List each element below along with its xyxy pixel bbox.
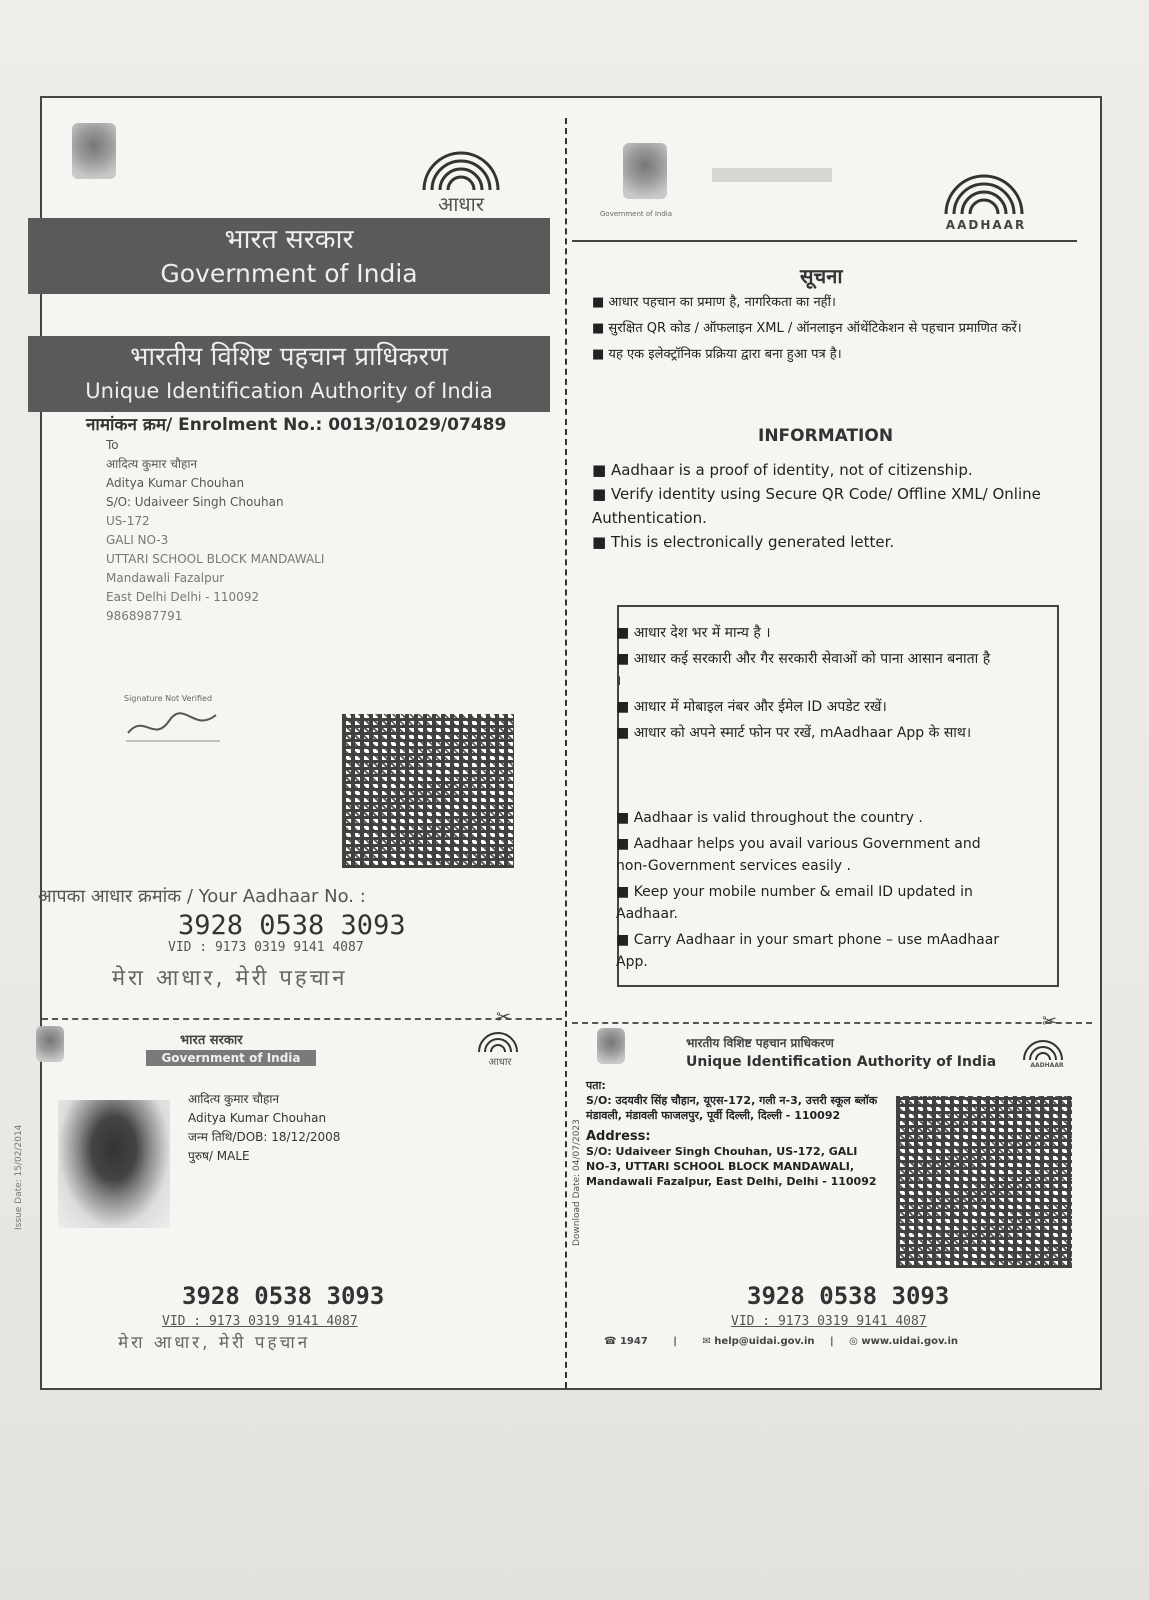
footer-web: www.uidai.gov.in bbox=[861, 1336, 959, 1347]
card-logo-text: आधार bbox=[488, 1057, 512, 1068]
address-hindi: S/O: उदयवीर सिंह चौहान, यूएस-172, गली न-3, उत्तरी स्कूल ब्लॉक मंडावली, मंडावली फाजलपुर, पूर्वी दिल्ली, दिल्ली - 110092 bbox=[586, 1094, 878, 1122]
aadhaar-logo-text: AADHAAR bbox=[945, 218, 1027, 232]
info-item: ■ Aadhaar is a proof of identity, not of citizenship. bbox=[592, 461, 973, 479]
box-item: ■ Keep your mobile number & email ID updated in Aadhaar. bbox=[616, 884, 973, 922]
address-label-hindi: पता: bbox=[586, 1079, 606, 1092]
address-line: Aditya Kumar Chouhan bbox=[106, 476, 245, 490]
card-authority-hindi: भारतीय विशिष्ट पहचान प्राधिकरण bbox=[686, 1036, 834, 1050]
national-emblem-icon bbox=[597, 1028, 625, 1064]
address-line: East Delhi Delhi - 110092 bbox=[106, 590, 260, 604]
address-line: GALI NO-3 bbox=[106, 533, 169, 547]
email-icon: ✉ bbox=[702, 1336, 711, 1347]
national-emblem-icon bbox=[623, 143, 667, 199]
notice-hindi-list bbox=[592, 292, 1032, 366]
address-line: S/O: Udaiveer Singh Chouhan bbox=[106, 495, 284, 509]
vid-number: VID : 9173 0319 9141 4087 bbox=[168, 940, 364, 955]
cut-line bbox=[42, 1018, 562, 1020]
enrolment-value: 0013/01029/07489 bbox=[328, 415, 507, 435]
download-date-vertical: Download Date: 04/07/2023 bbox=[572, 1119, 582, 1246]
info-item: ■ This is electronically generated letter. bbox=[592, 533, 895, 551]
box-item: ■ Carry Aadhaar in your smart phone – use mAadhaar App. bbox=[616, 932, 1000, 970]
information-list bbox=[592, 458, 1072, 554]
card-aadhaar-logo bbox=[475, 1032, 525, 1068]
profile-photo bbox=[58, 1100, 170, 1228]
enrolment-label: नामांकन क्रम/ Enrolment No.: bbox=[86, 415, 323, 435]
qr-code bbox=[896, 1096, 1072, 1268]
box-item: ■ आधार में मोबाइल नंबर और ईमेल ID अपडेट रखें। bbox=[616, 699, 887, 715]
scissors-icon: ✂ bbox=[496, 1007, 512, 1028]
address-line: Mandawali Fazalpur bbox=[106, 571, 225, 585]
card-vid: VID : 9173 0319 9141 4087 bbox=[162, 1314, 358, 1329]
your-aadhaar-label: आपका आधार क्रमांक / Your Aadhaar No. : bbox=[38, 886, 366, 907]
phone-icon: ☎ bbox=[604, 1336, 617, 1347]
address-english: S/O: Udaiveer Singh Chouhan, US-172, GALI NO-3, UTTARI SCHOOL BLOCK MANDAWALI, Mandawali Fazalpur, East Delhi, Delhi - 110092 bbox=[586, 1145, 877, 1188]
cut-line bbox=[572, 1022, 1092, 1024]
fingerprint-icon bbox=[416, 148, 506, 194]
address-line: UTTARI SCHOOL BLOCK MANDAWALI bbox=[106, 552, 325, 566]
authority-english: Unique Identification Authority of India bbox=[85, 379, 493, 403]
national-emblem-icon bbox=[72, 123, 116, 179]
govt-english: Government of India bbox=[160, 259, 418, 288]
box-item: ■ Aadhaar helps you avail various Government and non-Government services easily . bbox=[616, 836, 981, 874]
authority-banner bbox=[28, 336, 550, 412]
info-box-english-list bbox=[616, 805, 1016, 973]
notice-item: ■ आधार पहचान का प्रमाण है, नागरिकता का नहीं। bbox=[592, 295, 836, 310]
blurred-header-text bbox=[712, 168, 832, 182]
national-emblem-icon bbox=[36, 1026, 64, 1062]
tagline: मेरा आधार, मेरी पहचान bbox=[112, 966, 348, 991]
aadhaar-logo bbox=[938, 172, 1034, 232]
aadhaar-logo-text: आधार bbox=[437, 192, 485, 216]
card-govt-english: Government of India bbox=[146, 1050, 316, 1066]
address-line: 9868987791 bbox=[106, 609, 183, 623]
box-item: ■ आधार को अपने स्मार्ट फोन पर रखें, mAadhaar App के साथ। bbox=[616, 725, 972, 741]
card-authority-english: Unique Identification Authority of India bbox=[686, 1054, 997, 1070]
card-aadhaar-logo bbox=[1020, 1040, 1074, 1069]
fingerprint-icon bbox=[938, 172, 1030, 218]
card-footer bbox=[604, 1336, 958, 1347]
holder-gender: पुरुष/ MALE bbox=[188, 1149, 250, 1163]
card-aadhaar-number: 3928 0538 3093 bbox=[182, 1282, 385, 1310]
card-govt-hindi: भारत सरकार bbox=[180, 1033, 243, 1048]
recipient-address bbox=[106, 436, 406, 626]
aadhaar-logo bbox=[416, 148, 506, 217]
issue-date-vertical: Issue Date: 15/02/2014 bbox=[14, 1124, 24, 1230]
footer-phone: 1947 bbox=[619, 1336, 648, 1347]
box-item: ■ आधार कई सरकारी और गैर सरकारी सेवाओं को पाना आसान बनाता है । bbox=[616, 651, 991, 689]
signature-block bbox=[124, 694, 244, 749]
card-logo-text: AADHAAR bbox=[1030, 1062, 1064, 1069]
card-aadhaar-number: 3928 0538 3093 bbox=[747, 1282, 950, 1310]
address-label-english: Address: bbox=[586, 1129, 651, 1144]
info-box-hindi-list bbox=[616, 618, 996, 744]
notice-item: ■ सुरक्षित QR कोड / ऑफलाइन XML / ऑनलाइन ऑथेंटिकेशन से पहचान प्रमाणित करें। bbox=[592, 321, 1022, 336]
footer-email: help@uidai.gov.in bbox=[714, 1336, 815, 1347]
holder-name-hindi: आदित्य कुमार चौहान bbox=[188, 1092, 280, 1106]
address-line: US-172 bbox=[106, 514, 150, 528]
footer-divider: | bbox=[673, 1336, 677, 1347]
govt-banner bbox=[28, 218, 550, 294]
aadhaar-number: 3928 0538 3093 bbox=[178, 910, 406, 941]
digital-signature-icon bbox=[124, 703, 224, 749]
info-item: ■ Verify identity using Secure QR Code/ Offline XML/ Online Authentication. bbox=[592, 485, 1041, 527]
information-title: INFORMATION bbox=[758, 426, 894, 446]
enrolment-number bbox=[86, 412, 506, 435]
card-address bbox=[586, 1078, 880, 1189]
card-vid: VID : 9173 0319 9141 4087 bbox=[731, 1314, 927, 1329]
card-tagline: मेरा आधार, मेरी पहचान bbox=[118, 1333, 311, 1353]
header-rule bbox=[572, 240, 1077, 242]
notice-item: ■ यह एक इलेक्ट्रॉनिक प्रक्रिया द्वारा बना हुआ पत्र है। bbox=[592, 347, 842, 362]
fingerprint-icon bbox=[1020, 1040, 1066, 1062]
govt-hindi: भारत सरकार bbox=[224, 224, 354, 255]
address-line: आदित्य कुमार चौहान bbox=[106, 457, 198, 471]
fold-line bbox=[565, 118, 569, 1388]
footer-divider: | bbox=[830, 1336, 834, 1347]
fingerprint-icon bbox=[475, 1032, 521, 1054]
web-icon: ◎ bbox=[849, 1336, 858, 1347]
box-item: ■ आधार देश भर में मान्य है । bbox=[616, 625, 771, 641]
holder-dob: जन्म तिथि/DOB: 18/12/2008 bbox=[188, 1130, 341, 1144]
authority-hindi: भारतीय विशिष्ट पहचान प्राधिकरण bbox=[130, 342, 448, 372]
emblem-caption: Government of India bbox=[600, 210, 673, 218]
card-holder-details bbox=[188, 1090, 340, 1166]
notice-title-hindi: सूचना bbox=[800, 264, 843, 288]
box-item: ■ Aadhaar is valid throughout the country . bbox=[616, 810, 923, 826]
qr-code bbox=[342, 714, 514, 868]
scissors-icon: ✂ bbox=[1042, 1011, 1058, 1032]
address-line: To bbox=[106, 438, 119, 452]
holder-name-english: Aditya Kumar Chouhan bbox=[188, 1111, 327, 1125]
signature-label: Signature Not Verified bbox=[124, 694, 213, 703]
